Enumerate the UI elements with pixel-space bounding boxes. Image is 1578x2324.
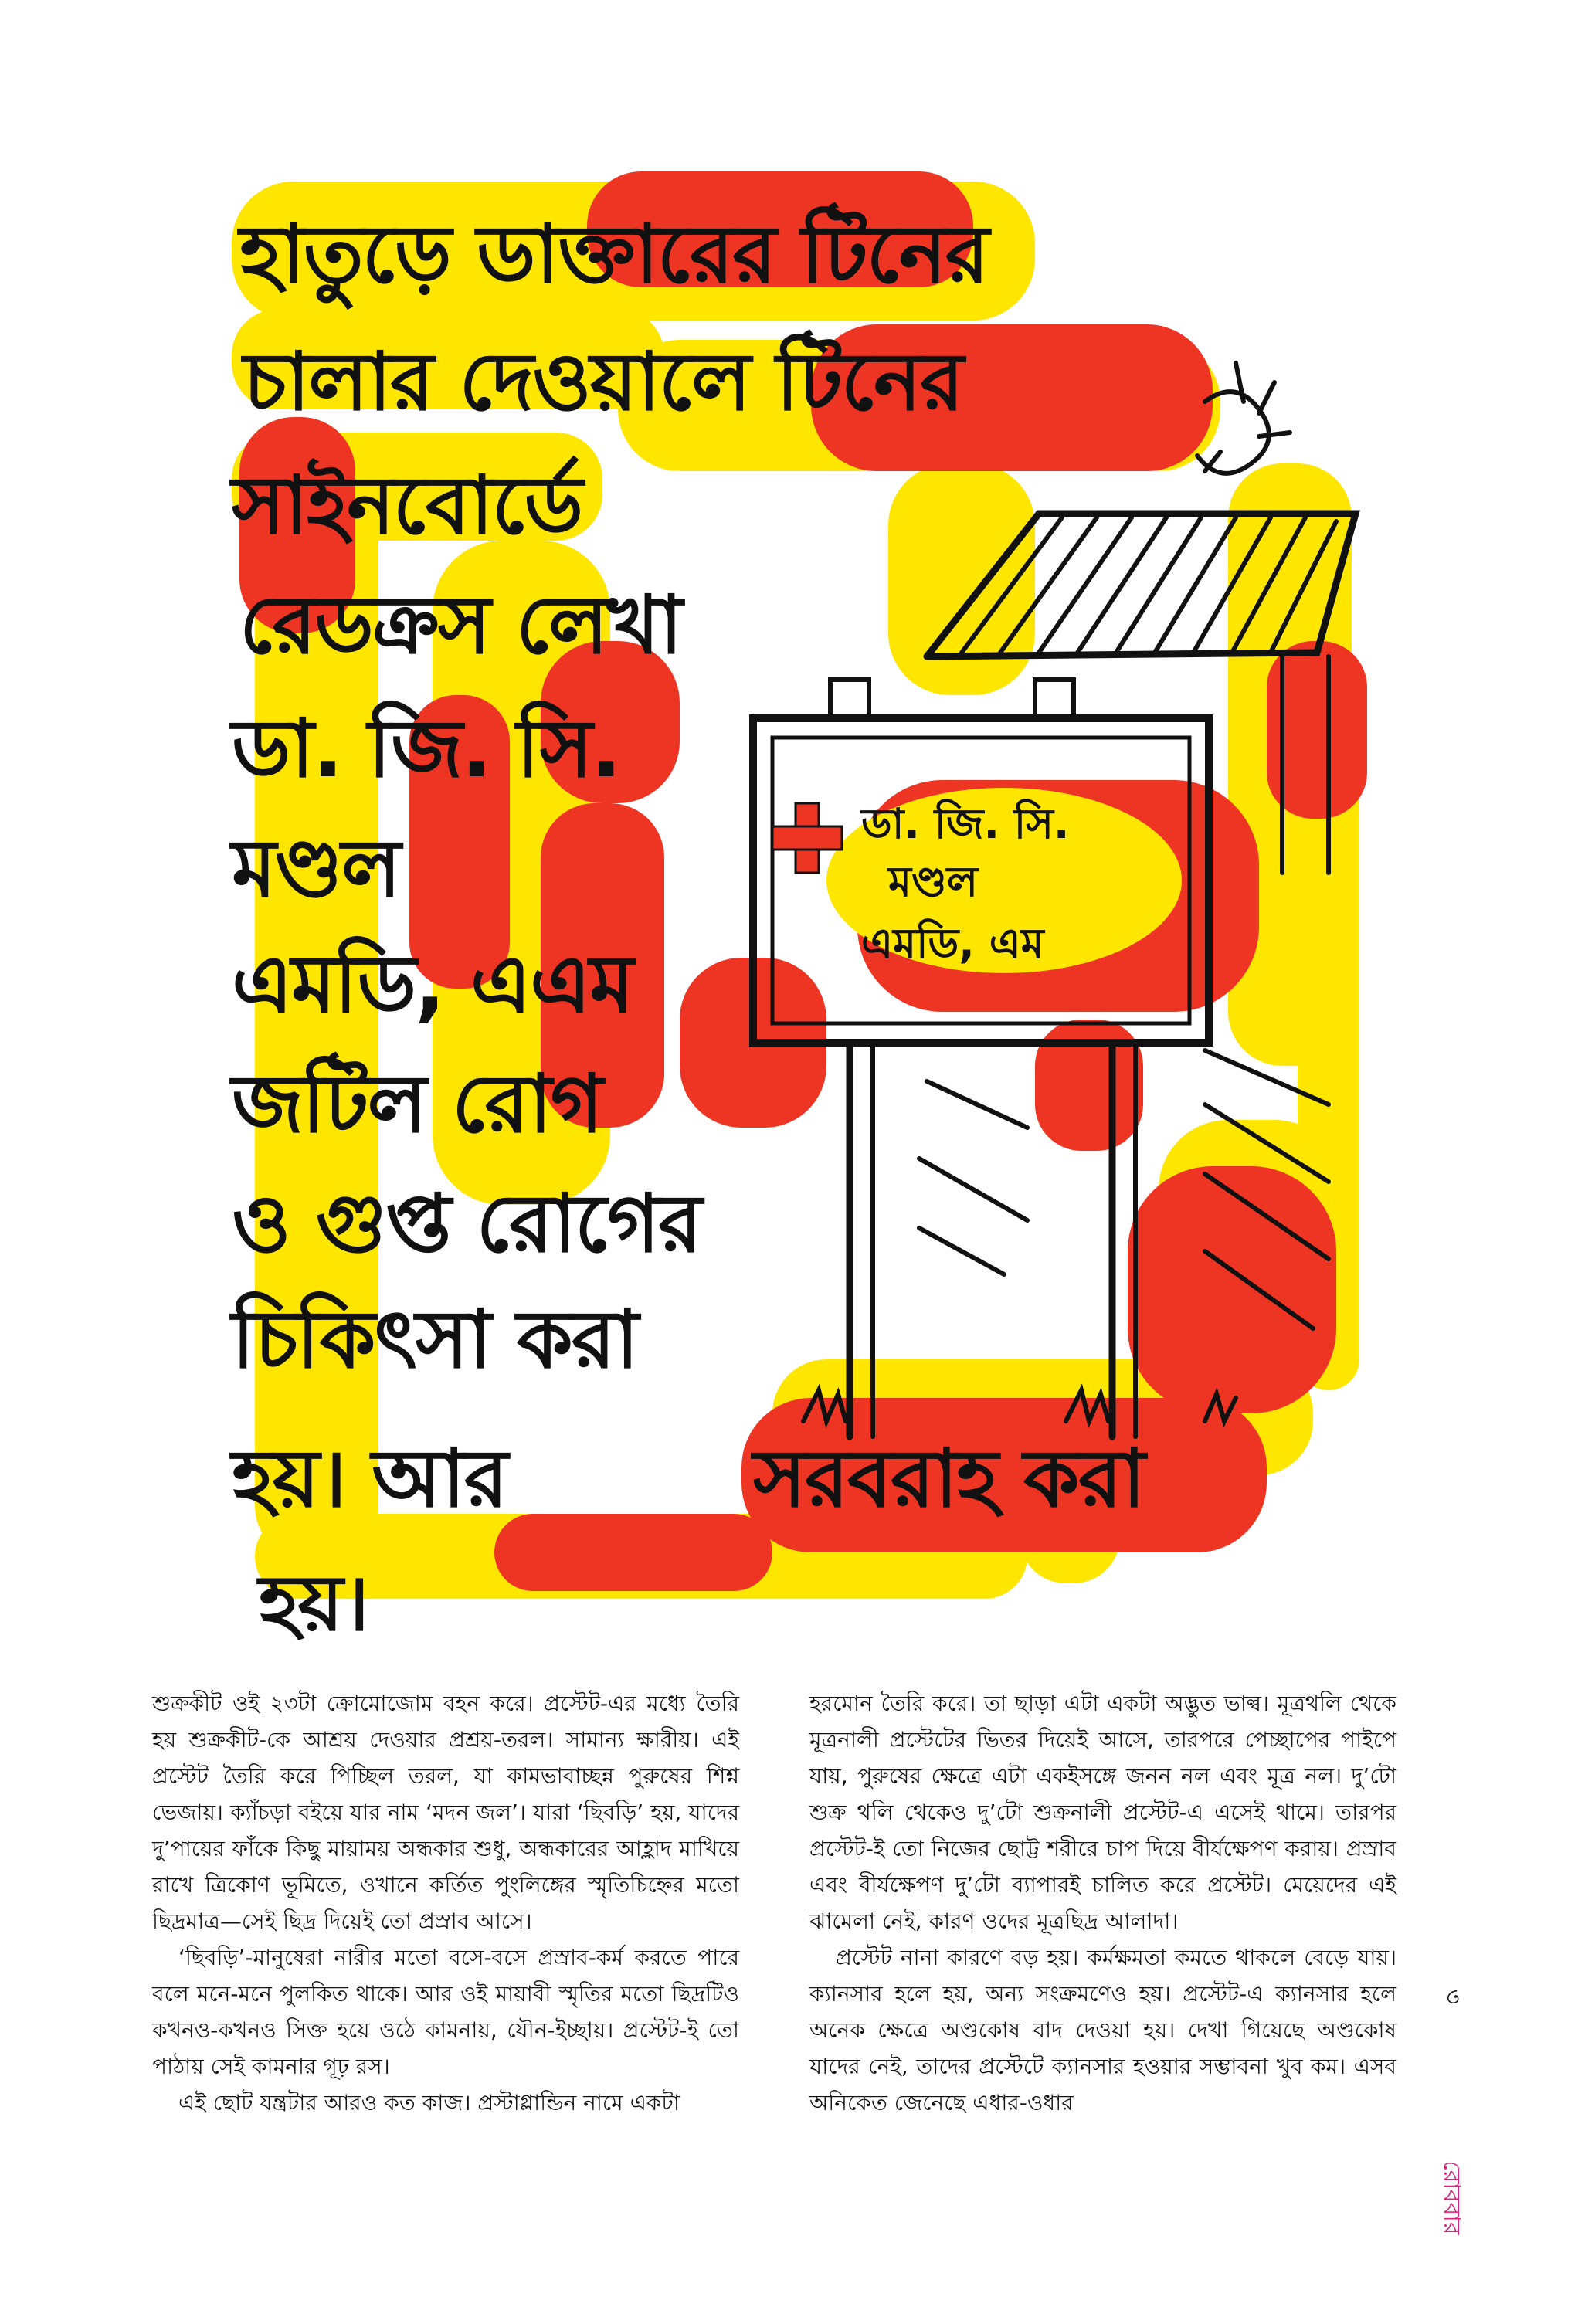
hand-line-12: সরবরাহ করা — [753, 1431, 1145, 1525]
paragraph: ‘ছিবড়ি’-মানুষেরা নারীর মতো বসে-বসে প্রস্রাব-কর্ম করতে পারে বলে মনে-মনে পুলকিত থাকে। আর ওই মায়াবী স্মৃতির মতো ছিদ্রটিও কখনও-কখনও সিক্ত হয়ে ওঠে কামনায়, যৌন-ইচ্ছায়। প্রস্টেট-ই তো পাঠায় সেই কামনার গূঢ় রস। — [152, 1945, 739, 2079]
signboard-line-2: মণ্ডল — [888, 857, 979, 906]
paragraph: এই ছোট যন্ত্রটার আরও কত কাজ। প্রস্টাগ্লান্ডিন নামে একটা — [178, 2090, 680, 2115]
signboard-line-3: এমডি, এম — [861, 919, 1044, 968]
hand-line-10: চিকিৎসা করা — [232, 1292, 638, 1386]
hand-line-4: রেডক্রস লেখা — [239, 578, 681, 672]
hand-line-8: জটিল রোগ — [232, 1057, 602, 1151]
article-left-column — [152, 1685, 739, 2121]
hand-line-13: হয়। — [259, 1558, 368, 1648]
hand-line-9: ও গুপ্ত রোগের — [232, 1176, 701, 1271]
signboard-line-1: ডা. জি. সি. — [861, 799, 1070, 848]
article-right-column — [809, 1685, 1396, 2121]
paragraph: শুক্রকীট ওই ২৩টা ক্রোমোজোম বহন করে। প্রস্টেট-এর মধ্যে তৈরি হয় শুক্রকীট-কে আশ্রয় দেওয়ার প্রশ্রয়-তরল। সামান্য ক্ষারীয়। এই প্রস্টেট তৈরি করে পিচ্ছিল তরল, যা কামভাবাচ্ছন্ন পুরুষের শিশ্ন ভেজায়। ক্যাঁচড়া বইয়ে যার নাম ‘মদন জল’। যারা ‘ছিবড়ি’ হয়, যাদের দু’পায়ের ফাঁকে কিছু মায়াময় অন্ধকার শুধু, অন্ধকারের আহ্লাদ মাখিয়ে রাখে ত্রিকোণ ভূমিতে, ওখানে কর্তিত পুংলিঙ্গের স্মৃতিচিহ্নের মতো ছিদ্রমাত্র—সেই ছিদ্র দিয়েই তো প্রস্রাব আসে। — [152, 1691, 739, 1934]
hand-line-3: সাইনবোর্ডে — [232, 458, 582, 552]
paragraph: প্রস্টেট নানা কারণে বড় হয়। কর্মক্ষমতা কমতে থাকলে বেড়ে যায়। ক্যানসার হলে হয়, অন্য সংক্রমণেও হয়। প্রস্টেট-এ ক্যানসার হলে অনেক ক্ষেত্রে অণ্ডকোষ বাদ দেওয়া হয়। দেখা গিয়েছে অণ্ডকোষ যাদের নেই, তাদের প্রস্টেটে ক্যানসার হওয়ার সম্ভাবনা খুব কম। এসব অনিকেত জেনেছে এধার-ওধার — [809, 1945, 1396, 2115]
hand-line-11: হয়। আর — [232, 1431, 507, 1525]
hand-line-5: ডা. জি. সি. — [232, 701, 620, 796]
hand-line-2: চালার দেওয়ালে টিনের — [243, 334, 963, 429]
paragraph: হরমোন তৈরি করে। তা ছাড়া এটা একটা অদ্ভুত ভাল্ব। মূত্রথলি থেকে মূত্রনালী প্রস্টেটের ভিতর দিয়েই আসে, তারপরে পেচ্ছাপের পাইপে যায়, পুরুষের ক্ষেত্রে এটা একইসঙ্গে জনন নল এবং মূত্র নল। দু’টো শুক্র থলি থেকেও দু’টো শুক্রনালী প্রস্টেট-এ এসেই থামে। তারপর প্রস্টেট-ই তো নিজের ছোট্ট শরীরে চাপ দিয়ে বীর্যক্ষেপণ করায়। প্রস্রাব এবং বীর্যক্ষেপণ দু’টো ব্যাপারই চালিত করে প্রস্টেট। মেয়েদের এই ঝামেলা নেই, কারণ ওদের মূত্রছিদ্র আলাদা। — [809, 1691, 1396, 1934]
hand-line-1: হাতুড়ে ডাক্তারের টিনের — [239, 207, 988, 301]
page-number: ৩ — [1439, 1989, 1467, 2005]
hand-line-6: মণ্ডল — [232, 821, 400, 915]
hand-line-7: এমডি, এএম — [232, 937, 633, 1031]
running-footer — [1435, 1977, 1469, 2302]
magazine-name: রোববার — [1437, 2160, 1465, 2235]
